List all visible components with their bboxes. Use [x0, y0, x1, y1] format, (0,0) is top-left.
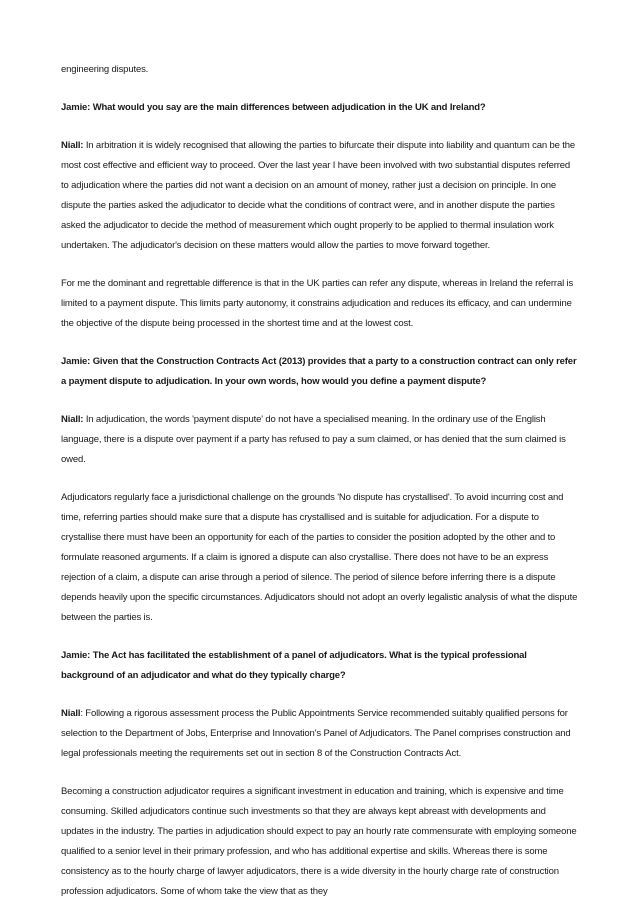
- answer-text: : Following a rigorous assessment process the Public Appointments Service recommended suitably qualified persons for selection to the Department of Jobs, Enterprise and Innovation's Panel of Adjudicators. The Panel comprises construction and legal professionals meeting the requirements set out in section 8 of the Construction Contracts Act.: [61, 708, 571, 759]
- paragraph-continuation: [61, 60, 579, 80]
- paragraph: [61, 782, 579, 902]
- interview-answer: [61, 704, 579, 764]
- paragraph: [61, 274, 579, 334]
- document-body: [61, 60, 579, 920]
- question-text: Jamie: Given that the Construction Contracts Act (2013) provides that a party to a construction contract can only refer a payment dispute to adjudication. In your own words, how would you define a payment dispute?: [61, 356, 577, 387]
- speaker-label: Niall: [61, 708, 81, 719]
- speaker-label: Niall:: [61, 414, 84, 425]
- paragraph-text: engineering disputes.: [61, 64, 149, 75]
- paragraph-text: For me the dominant and regrettable difference is that in the UK parties can refer any dispute, whereas in Ireland the referral is limited to a payment dispute. This limits party autonomy, it constrains adjudication and reduces its efficacy, and can undermine the objective of the dispute being processed in the shortest time and at the lowest cost.: [61, 278, 574, 329]
- interview-question: [61, 98, 579, 118]
- interview-answer: [61, 410, 579, 470]
- interview-question: [61, 352, 579, 392]
- answer-text: In adjudication, the words 'payment dispute' do not have a specialised meaning. In the ordinary use of the English language, there is a dispute over payment if a party has refused to pay a sum claimed, or has denied that the sum claimed is owed.: [61, 414, 566, 465]
- paragraph-text: Adjudicators regularly face a jurisdictional challenge on the grounds 'No dispute has crystallised'. To avoid incurring cost and time, referring parties should make sure that a dispute has crystallised and is suitable for adjudication. For a dispute to crystallise there must have been an opportunity for each of the parties to consider the position adopted by the other and to formulate reasoned arguments. If a claim is ignored a dispute can also crystallise. There does not have to be an express rejection of a claim, a dispute can arise through a period of silence. The period of silence before inferring there is a dispute depends heavily upon the specific circumstances. Adjudicators should not adopt an overly legalistic analysis of what the dispute between the parties is.: [61, 492, 578, 623]
- question-text: Jamie: The Act has facilitated the establishment of a panel of adjudicators. What is the typical professional background of an adjudicator and what do they typically charge?: [61, 650, 527, 681]
- interview-question: [61, 646, 579, 686]
- answer-text: In arbitration it is widely recognised that allowing the parties to bifurcate their dispute into liability and quantum can be the most cost effective and efficient way to proceed. Over the last year I have been involved with two substantial disputes referred to adjudication where the parties did not want a decision on an amount of money, rather just a decision on principle. In one dispute the parties asked the adjudicator to decide what the conditions of contract were, and in another dispute the parties asked the adjudicator to decide the method of measurement which ought properly to be applied to thermal insulation work undertaken. The adjudicator's decision on these matters would allow the parties to move forward together.: [61, 140, 576, 251]
- interview-answer: [61, 136, 579, 256]
- paragraph-text: Becoming a construction adjudicator requires a significant investment in education and training, which is expensive and time consuming. Skilled adjudicators continue such investments so that they are always kept abreast with developments and updates in the industry. The parties in adjudication should expect to pay an hourly rate commensurate with employing someone qualified to a senior level in their primary profession, and who has additional expertise and skills. Whereas there is some consistency as to the hourly charge of lawyer adjudicators, there is a wide diversity in the hourly charge rate of construction profession adjudicators. Some of whom take the view that as they: [61, 786, 577, 897]
- question-text: Jamie: What would you say are the main differences between adjudication in the UK and Ireland?: [61, 102, 486, 113]
- speaker-label: Niall:: [61, 140, 84, 151]
- paragraph: [61, 488, 579, 628]
